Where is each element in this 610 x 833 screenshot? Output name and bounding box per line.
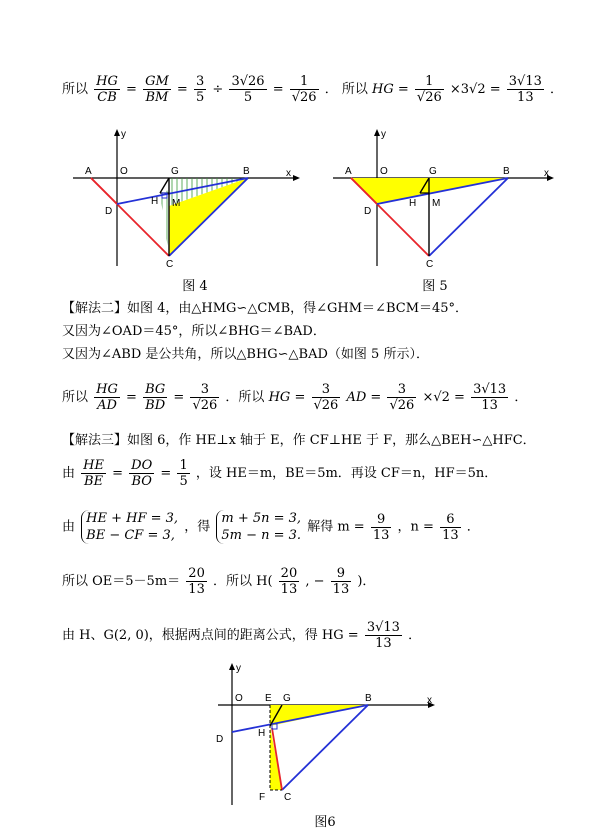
label-a: A [345, 166, 352, 177]
label-h: H [409, 198, 417, 209]
figure-4-caption: 图 4 [182, 279, 208, 294]
equals: = [294, 390, 306, 405]
period: ． [408, 628, 422, 643]
label-c: C [166, 259, 174, 270]
label-m: M [172, 198, 181, 209]
label-e: E [265, 693, 272, 704]
label-c: C [426, 259, 434, 270]
label-g: G [171, 166, 179, 177]
label-b: B [243, 166, 250, 177]
var-hg: HG [371, 82, 394, 97]
figure-5-diagram [325, 126, 565, 271]
fraction-1-5: $\frac{1}{5}$ [179, 458, 188, 489]
label-h: H [151, 196, 159, 207]
text-prefix: 由 [62, 519, 76, 535]
label-d: D [364, 206, 372, 217]
fraction-gm-bm: $\frac{GM}{BM}$ [145, 74, 169, 105]
solution-3-line-4 [62, 566, 375, 597]
times-expression: ×3√2 = [449, 82, 501, 97]
var-ad: AD [346, 390, 367, 405]
y-axis-arrow [229, 663, 235, 670]
label-m: M [432, 198, 441, 209]
fraction-result: $\frac{3√13}{13}$ [473, 382, 507, 413]
fraction-result: $\frac{3√13}{13}$ [366, 620, 400, 651]
fraction-hg-cb: $\frac{HG}{CB}$ [96, 74, 118, 105]
formula-line-1 [62, 74, 563, 105]
solution-3-line-2 [62, 458, 497, 489]
fraction-20-13: $\frac{20}{13}$ [280, 566, 298, 597]
fraction-3sqrt26-5: $\frac{3√26}{5}$ [231, 74, 265, 105]
text-mid: ．所以 [225, 390, 265, 405]
fraction-9-13: $\frac{9}{13}$ [332, 566, 350, 597]
label-c: C [284, 792, 292, 803]
segment-ac [91, 178, 169, 256]
label-a: A [85, 166, 92, 177]
solution-3-line-1: 【解法三】如图 6，作 HE⊥x 轴于 E，作 CF⊥HE 于 F，那么△BEH∽△HFC． [62, 433, 536, 448]
label-y: y [121, 129, 126, 140]
label-g: G [429, 166, 437, 177]
solution-2-line-3: 又因为∠ABD 是公共角，所以△BHG∽△BAD（如图 5 所示）． [62, 347, 429, 362]
equals: = [272, 82, 284, 97]
hatched-region-lower [160, 190, 169, 256]
fraction-he-be: $\frac{HE}{BE}$ [83, 458, 104, 489]
label-o: O [120, 166, 128, 177]
figure-4-diagram [65, 126, 305, 271]
equation-system-2: m + 5n = 3, 5m − n = 3. [216, 510, 301, 544]
y-axis-arrow [374, 129, 380, 136]
label-g: G [283, 693, 291, 704]
label-y: y [381, 129, 386, 140]
text-prefix: 所以 [62, 82, 89, 97]
text-rest: ，设 HE＝m，BE＝5m．再设 CF＝n，HF＝5n． [195, 466, 498, 481]
fraction-3-sqrt26: $\frac{3}{√26}$ [389, 382, 415, 413]
label-d: D [105, 206, 113, 217]
label-x: x [544, 168, 549, 179]
text-body: 由 H、G(2, 0)，根据两点间的距离公式，得 HG = [62, 628, 359, 643]
text-mid: ，得 [184, 519, 211, 535]
text-solve: 解得 m = [307, 519, 365, 535]
fraction-1-sqrt26: $\frac{1}{√26}$ [416, 74, 442, 105]
solution-3-line-5 [62, 620, 421, 651]
equals: = [112, 466, 124, 481]
label-o: O [235, 693, 243, 704]
var-hg: HG [268, 390, 291, 405]
label-x: x [286, 168, 291, 179]
y-axis-arrow [114, 129, 120, 136]
solution-2-line-4 [62, 382, 527, 413]
label-o: O [380, 166, 388, 177]
period: ． [514, 390, 528, 405]
equals: = [176, 82, 188, 97]
solution-3-line-3 [62, 510, 480, 544]
fraction-20-13: $\frac{20}{13}$ [188, 566, 205, 597]
equals: = [126, 390, 137, 405]
equals: = [397, 82, 409, 97]
text-prefix: 所以 [62, 390, 89, 405]
period: ． [550, 82, 564, 97]
fraction-result: $\frac{3√13}{13}$ [508, 74, 542, 105]
fraction-bg-bd: $\frac{BG}{BD}$ [145, 382, 166, 413]
label-x: x [427, 695, 432, 706]
equals: = [370, 390, 382, 405]
divide-sign: ÷ [212, 82, 224, 97]
equals: = [126, 82, 137, 97]
fraction-3-sqrt26: $\frac{3}{√26}$ [313, 382, 339, 413]
text-mid: ．所以 H( [212, 574, 273, 589]
times-expression: ×√2 = [422, 390, 465, 405]
fraction-3-5: $\frac{3}{5}$ [195, 74, 205, 105]
equation-system-1: HE + HF = 3, BE − CF = 3, [81, 510, 178, 544]
fraction-1-sqrt26: $\frac{1}{√26}$ [291, 74, 317, 105]
label-f: F [259, 792, 266, 803]
text-comma: ，n = [397, 519, 434, 535]
equals: = [173, 390, 185, 405]
period: ． [466, 519, 480, 535]
label-b: B [503, 166, 510, 177]
equals: = [160, 466, 172, 481]
label-h: H [258, 728, 266, 739]
fraction-3-sqrt26: $\frac{3}{√26}$ [192, 382, 218, 413]
fraction-m: $\frac{9}{13}$ [372, 511, 390, 543]
text-prefix: 所以 OE＝5－5m＝ [62, 574, 181, 589]
text-end: )． [357, 574, 376, 589]
fraction-do-bo: $\frac{DO}{BO}$ [131, 458, 153, 489]
fraction-hg-ad: $\frac{HG}{AD}$ [96, 382, 118, 413]
fraction-n: $\frac{6}{13}$ [442, 511, 459, 543]
solution-2-line-2: 又因为∠OAD＝45°，所以∠BHG＝∠BAD． [62, 324, 326, 339]
text-separator: ． 所以 [324, 82, 368, 97]
figure-6-caption: 图6 [314, 815, 336, 830]
label-d: D [216, 734, 224, 745]
label-b: B [365, 693, 372, 704]
figure-6-diagram [210, 660, 440, 810]
figure-5-caption: 图 5 [422, 279, 448, 294]
text-separator: , − [305, 574, 325, 589]
x-axis-arrow [293, 175, 300, 181]
text-prefix: 由 [62, 466, 76, 481]
label-y: y [236, 663, 241, 674]
solution-2-line-1: 【解法二】如图 4，由△HMG∽△CMB，得∠GHM＝∠BCM＝45°． [62, 301, 469, 316]
